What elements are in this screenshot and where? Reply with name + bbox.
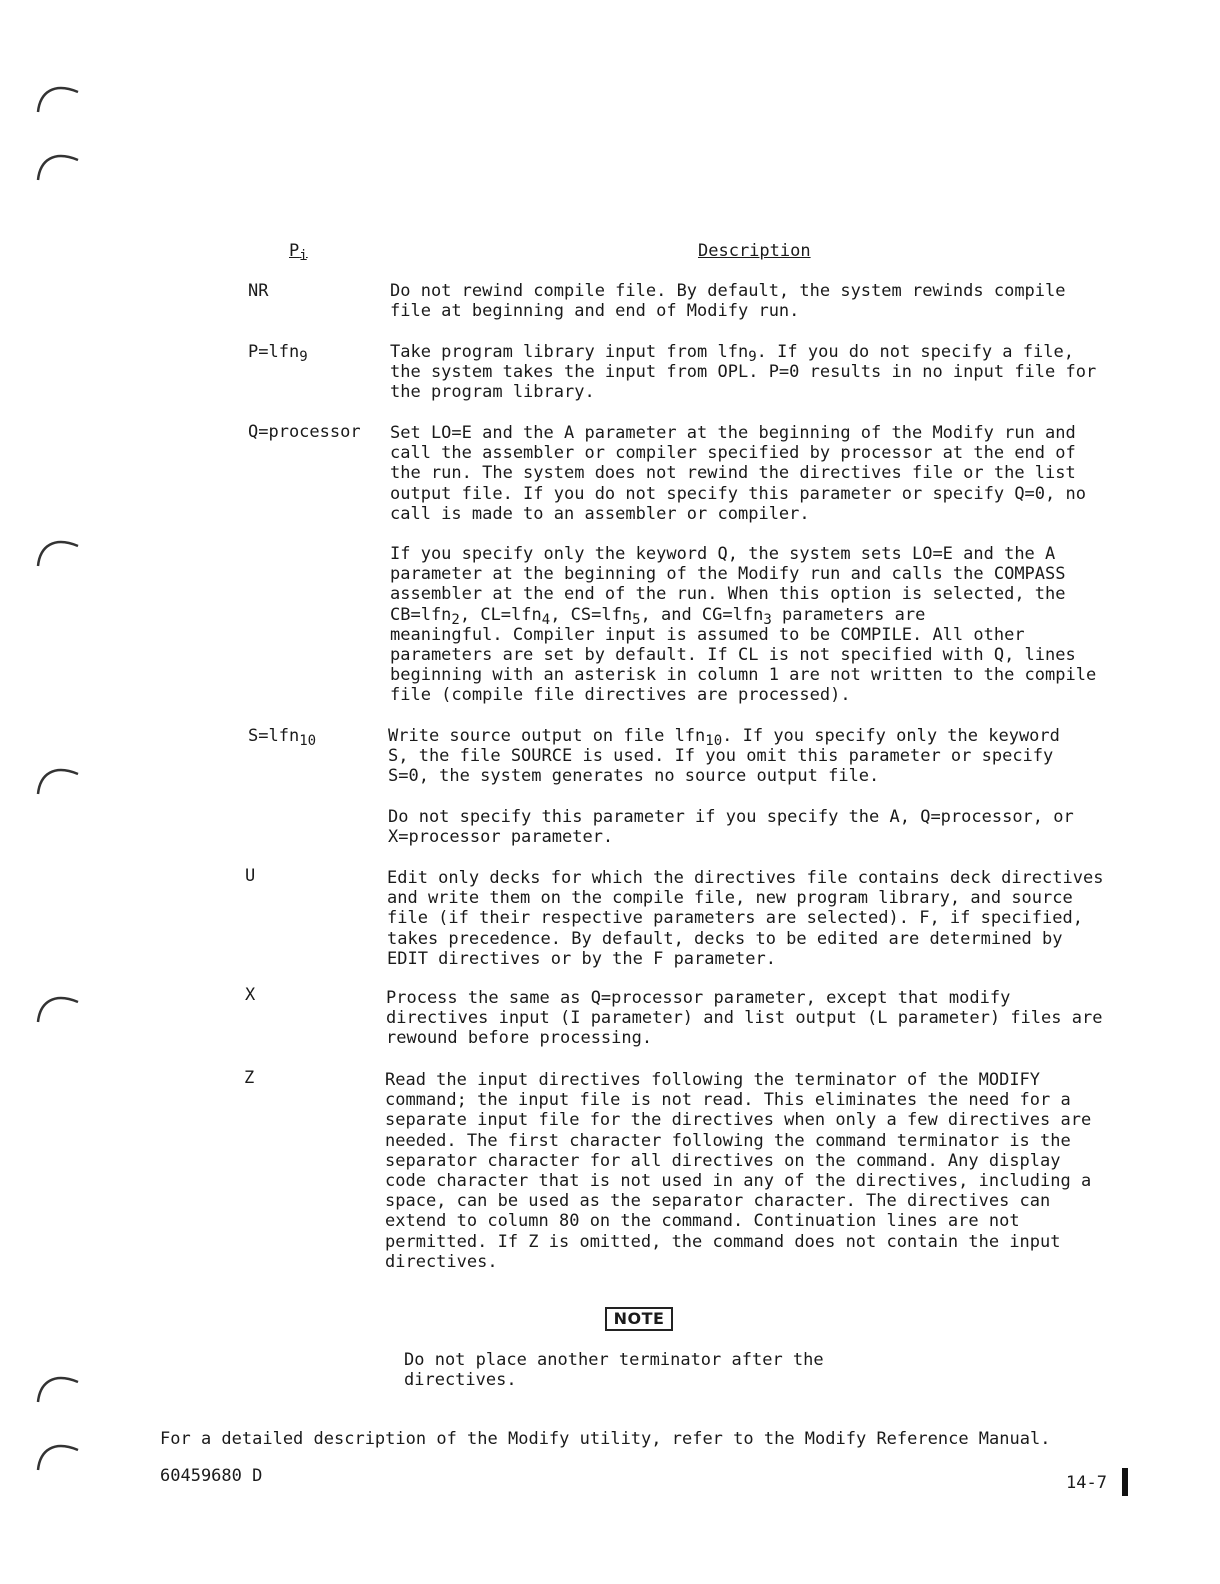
binder-hole-icon xyxy=(34,760,80,796)
desc-x xyxy=(386,988,1146,1049)
desc-line: permitted. If Z is omitted, the command does not contain the input xyxy=(385,1231,1061,1252)
change-bar xyxy=(1122,1468,1128,1496)
desc-nr xyxy=(390,281,1150,321)
desc-line: Read the input directives following the terminator of the MODIFY xyxy=(385,1070,1041,1090)
note-text xyxy=(404,1350,824,1390)
desc-line: assembler at the end of the run. When this option is selected, the xyxy=(390,584,1066,605)
desc-line: space, can be used as the separator character. The directives can xyxy=(385,1191,1051,1212)
desc-line: X=processor parameter. xyxy=(388,827,614,848)
desc-line: call the assembler or compiler specified by processor at the end of xyxy=(390,443,1076,464)
desc-line: call is made to an assembler or compiler. xyxy=(390,503,810,524)
desc-p xyxy=(390,342,1150,403)
desc-line: the system takes the input from OPL. P=0 results in no input file for xyxy=(390,362,1097,383)
param-q: Q=processor xyxy=(248,422,361,442)
desc-line: separator character for all directives on the command. Any display xyxy=(385,1150,1061,1171)
desc-line: Do not specify this parameter if you specify the A, Q=processor, or xyxy=(388,807,1074,827)
desc-u xyxy=(387,868,1147,969)
note-label: NOTE xyxy=(605,1307,673,1331)
desc-line: Take program library input from lfn$_9$. If you do not specify a file, xyxy=(390,342,1074,365)
desc-line: Do not rewind compile file. By default, the system rewinds compile xyxy=(390,281,1066,301)
document-number: 60459680 D xyxy=(160,1466,263,1486)
desc-line: Process the same as Q=processor parameter, except that modify xyxy=(386,988,1011,1008)
binder-hole-icon xyxy=(34,532,80,568)
param-text: P=lfn xyxy=(248,342,300,362)
binder-hole-icon xyxy=(34,988,80,1024)
footer-reference: For a detailed description of the Modify utility, refer to the Modify Reference Manual. xyxy=(160,1429,1051,1449)
desc-line: beginning with an asterisk in column 1 are not written to the compile xyxy=(390,665,1097,686)
binder-hole-icon xyxy=(34,1368,80,1404)
column-header-pi: $P_i$ xyxy=(289,241,308,264)
desc-line: the run. The system does not rewind the directives file or the list xyxy=(390,463,1076,484)
desc-line: output file. If you do not specify this parameter or specify Q=0, no xyxy=(390,483,1086,504)
param-subscript: 9 xyxy=(299,349,308,365)
desc-q-para1 xyxy=(390,423,1150,524)
desc-q-para2 xyxy=(390,544,1150,706)
desc-line: directives input (I parameter) and list output (L parameter) files are xyxy=(386,1008,1103,1029)
desc-line: meaningful. Compiler input is assumed to be COMPILE. All other xyxy=(390,624,1025,645)
binder-hole-icon xyxy=(34,78,80,114)
desc-line: Edit only decks for which the directives file contains deck directives xyxy=(387,868,1104,888)
param-nr: NR xyxy=(248,281,269,301)
binder-hole-icon xyxy=(34,146,80,182)
page-number: 14-7 xyxy=(1066,1473,1107,1493)
desc-line: directives. xyxy=(385,1251,498,1272)
note-line: Do not place another terminator after the xyxy=(404,1350,824,1370)
desc-line: If you specify only the keyword Q, the system sets LO=E and the A xyxy=(390,544,1056,564)
desc-line: separate input file for the directives when only a few directives are xyxy=(385,1110,1092,1131)
desc-line: rewound before processing. xyxy=(386,1028,653,1049)
desc-line: S=0, the system generates no source output file. xyxy=(388,766,880,787)
column-header-description: Description xyxy=(698,241,811,261)
desc-line: takes precedence. By default, decks to be edited are determined by xyxy=(387,928,1063,949)
param-u: U xyxy=(245,866,256,886)
desc-line: Write source output on file lfn$_{10}$. If you specify only the keyword xyxy=(388,726,1060,749)
param-p xyxy=(248,342,308,365)
param-text: S=lfn xyxy=(248,726,300,746)
desc-line: and write them on the compile file, new program library, and source xyxy=(387,888,1073,909)
desc-line: parameters are set by default. If CL is not specified with Q, lines xyxy=(390,645,1076,666)
note-line: directives. xyxy=(404,1370,517,1391)
desc-line: EDIT directives or by the F parameter. xyxy=(387,948,776,969)
desc-line: command; the input file is not read. This eliminates the need for a xyxy=(385,1090,1071,1111)
desc-line: needed. The first character following the command terminator is the xyxy=(385,1130,1071,1151)
desc-line: CB=lfn$_2$, CL=lfn$_4$, CS=lfn$_5$, and CG=lfn$_3$ parameters are xyxy=(390,604,926,628)
desc-z xyxy=(385,1070,1145,1272)
desc-line: S, the file SOURCE is used. If you omit this parameter or specify xyxy=(388,746,1054,767)
binder-hole-icon xyxy=(34,1436,80,1472)
desc-s-para2 xyxy=(388,807,1148,847)
desc-line: extend to column 80 on the command. Continuation lines are not xyxy=(385,1211,1020,1232)
param-x: X xyxy=(245,985,256,1005)
desc-line: the program library. xyxy=(390,382,595,403)
desc-line: file (if their respective parameters are selected). F, if specified, xyxy=(387,908,1083,929)
desc-line: file at beginning and end of Modify run. xyxy=(390,301,800,322)
param-s xyxy=(248,726,317,749)
desc-line: Set LO=E and the A parameter at the beginning of the Modify run and xyxy=(390,423,1076,443)
param-z: Z xyxy=(244,1068,255,1088)
desc-s xyxy=(388,726,1148,787)
param-subscript: 10 xyxy=(299,733,317,749)
desc-line: file (compile file directives are processed). xyxy=(390,685,851,706)
desc-line: parameter at the beginning of the Modify run and calls the COMPASS xyxy=(390,564,1066,585)
desc-line: code character that is not used in any of the directives, including a xyxy=(385,1171,1092,1192)
